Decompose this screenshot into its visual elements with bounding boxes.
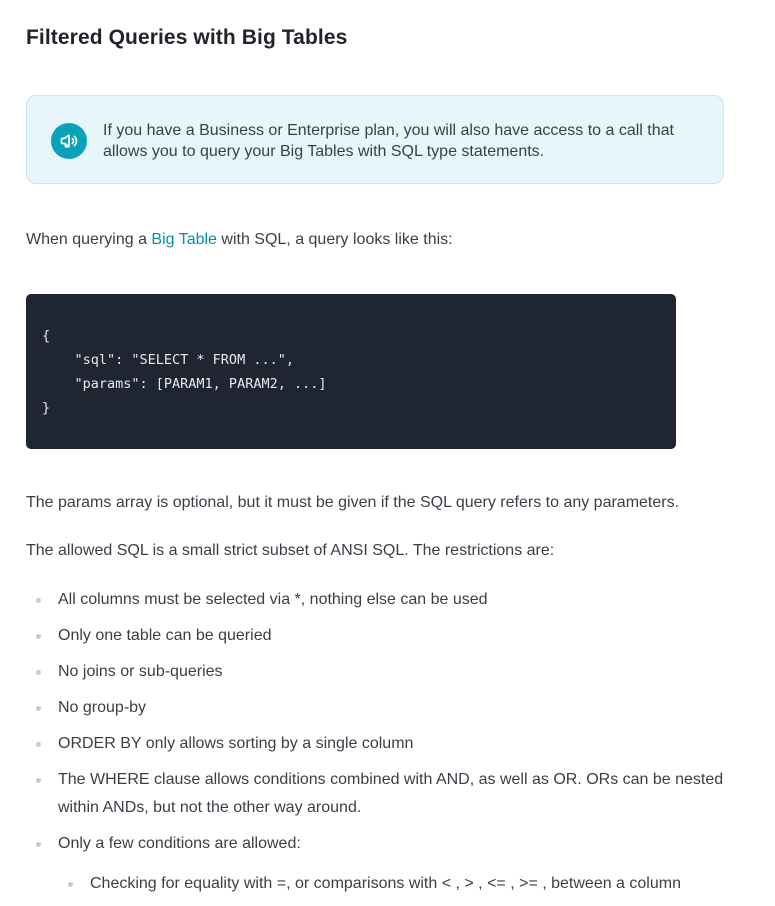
- code-block: [26, 294, 676, 449]
- list-item-text: Only one table can be queried: [58, 627, 272, 644]
- list-item: [26, 730, 736, 758]
- list-item: [26, 658, 736, 686]
- list-item-text: All columns must be selected via *, nothing else can be used: [58, 591, 488, 608]
- restrictions-list: [26, 586, 736, 906]
- bullet-icon: [36, 598, 41, 603]
- bullet-icon: [68, 882, 73, 887]
- intro-paragraph: [26, 229, 453, 251]
- list-item-text: The WHERE clause allows conditions combined with AND, as well as OR. ORs can be nested within ANDs, but not the other way around.: [58, 771, 724, 816]
- params-paragraph: The params array is optional, but it must be given if the SQL query refers to any parameters.: [26, 494, 680, 511]
- bullet-icon: [36, 742, 41, 747]
- intro-text-after: with SQL, a query looks like this:: [216, 231, 453, 248]
- sublist-item-text: Checking for equality with =, or comparisons with < , > , <= , >= , between a column: [90, 875, 681, 892]
- list-item: [26, 766, 736, 822]
- list-item-text: No group-by: [58, 699, 147, 716]
- list-item-text: ORDER BY only allows sorting by a single column: [58, 735, 414, 752]
- bullet-icon: [36, 706, 41, 711]
- list-item: [26, 694, 736, 722]
- bullet-icon: [36, 842, 41, 847]
- bullet-icon: [36, 778, 41, 783]
- bullet-icon: [36, 670, 41, 675]
- bullet-icon: [36, 634, 41, 639]
- intro-text-before: When querying a: [26, 231, 152, 248]
- section-heading: Filtered Queries with Big Tables: [26, 26, 348, 49]
- list-item: [26, 622, 736, 650]
- info-callout: [26, 95, 724, 184]
- megaphone-icon: [51, 123, 87, 159]
- big-table-link[interactable]: Big Table: [151, 231, 217, 248]
- list-item-text: Only a few conditions are allowed:: [58, 835, 301, 852]
- callout-text: If you have a Business or Enterprise plan, you will also have access to a call that allows you to query your Big Tables with SQL type statements.: [103, 122, 674, 160]
- allowed-sql-paragraph: The allowed SQL is a small strict subset of ANSI SQL. The restrictions are:: [26, 542, 555, 559]
- list-item-text: No joins or sub-queries: [58, 663, 223, 680]
- sublist-item: [58, 870, 736, 898]
- conditions-list: [58, 870, 736, 898]
- list-item: [26, 830, 736, 898]
- code-content: { "sql": "SELECT * FROM ...", "params": [PARAM1, PARAM2, ...] }: [42, 328, 327, 416]
- list-item: [26, 586, 736, 614]
